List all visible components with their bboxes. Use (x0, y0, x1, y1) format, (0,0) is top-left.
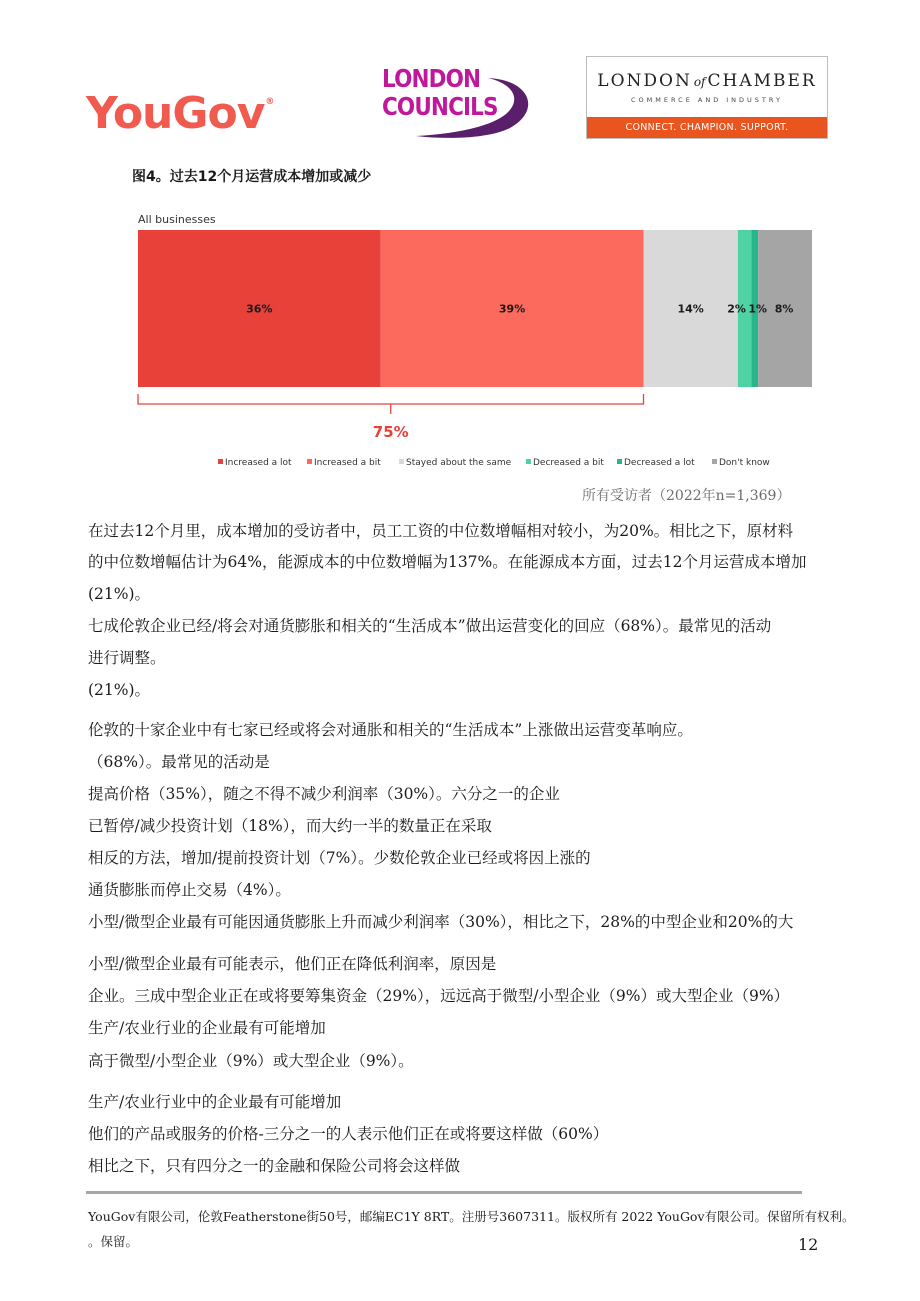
figure-title: 图4。过去12个月运营成本增加或减少 (132, 169, 372, 185)
body-line: 小型/微型企业最有可能因通货膨胀上升而减少利润率（30%），相比之下，28%的中型企业和20%的大 (88, 913, 794, 931)
body-line: 生产/农业行业中的企业最有可能增加 (88, 1093, 342, 1111)
body-line: 伦敦的十家企业中有七家已经或将会对通胀和相关的“生活成本”上涨做出运营变革响应。 (88, 721, 693, 739)
lcci-name: LONDON of CHAMBER (597, 71, 817, 91)
body-line: 企业。三成中型企业正在或将要筹集资金（29%），远远高于微型/小型企业（9%）或大型企业（9%） (88, 987, 790, 1005)
data-label-3: 2% (727, 302, 746, 316)
body-line: 提高价格（35%），随之不得不减少利润率（30%）。六分之一的企业 (88, 785, 560, 803)
category-label: All businesses (138, 213, 216, 226)
annotation-label: 75% (372, 423, 409, 441)
london-councils-line2: COUNCILS (382, 92, 498, 121)
data-label-5: 8% (774, 302, 794, 316)
legend-swatch-0 (218, 459, 223, 464)
body-line: (21%)。 (88, 585, 151, 603)
body-line: 通货膨胀而停止交易（4%）。 (88, 881, 291, 899)
yougov-logo (86, 88, 274, 139)
body-line: 在过去12个月里，成本增加的受访者中，员工工资的中位数增幅相对较小，为20%。相比之下，原材料 (88, 522, 794, 540)
legend-swatch-3 (526, 459, 531, 464)
london-councils-line1: LONDON (382, 64, 481, 93)
legend-label-3: Decreased a bit (533, 458, 604, 468)
london-councils-swoosh-icon (380, 62, 540, 142)
body-line: （68%）。最常见的活动是 (88, 753, 270, 771)
registered-mark: ® (265, 97, 274, 107)
legend-label-4: Decreased a lot (624, 458, 695, 468)
page-number: 12 (798, 1235, 819, 1254)
data-label-2: 14% (677, 302, 704, 316)
legend-swatch-1 (307, 459, 312, 464)
body-line: 已暂停/减少投资计划（18%），而大约一半的数量正在采取 (88, 817, 492, 835)
lcci-subtitle: COMMERCE AND INDUSTRY (631, 96, 783, 104)
legend-label-0: Increased a lot (225, 458, 292, 468)
legend-swatch-4 (617, 459, 622, 464)
body-line: 小型/微型企业最有可能表示，他们正在降低利润率，原因是 (88, 955, 497, 973)
annotation-bracket (138, 394, 644, 404)
yougov-logo-text: YouGov (86, 88, 265, 139)
lcci-logo (586, 56, 828, 139)
legend-label-1: Increased a bit (314, 458, 381, 468)
london-councils-logo (380, 62, 540, 142)
body-line: 相比之下，只有四分之一的金融和保险公司将会这样做 (88, 1157, 461, 1175)
figure-source: 所有受访者（2022年n=1,369） (582, 488, 791, 504)
data-label-1: 39% (498, 302, 526, 316)
body-line: 的中位数增幅估计为64%，能源成本的中位数增幅为137%。在能源成本方面，过去12个月运营成本增加 (88, 553, 807, 571)
footer-line-1: YouGov有限公司，伦敦Featherstone街50号，邮编EC1Y 8RT。注册号3607311。版权所有 2022 YouGov有限公司。保留所有权利。 (88, 1209, 855, 1224)
data-label-4: 1% (748, 302, 768, 316)
body-line: 七成伦敦企业已经/将会对通货膨胀和相关的“生活成本”做出运营变化的回应（68%）。最常见的活动 (88, 617, 772, 635)
footer-divider (86, 1191, 802, 1194)
legend-label-5: Don't know (719, 458, 770, 468)
body-line: 他们的产品或服务的价格-三分之一的人表示他们正在或将要这样做（60%） (88, 1125, 609, 1143)
legend-label-2: Stayed about the same (406, 458, 512, 468)
body-line: 进行调整。 (88, 649, 166, 667)
body-line: 高于微型/小型企业（9%）或大型企业（9%）。 (88, 1052, 414, 1070)
body-line: 相反的方法，增加/提前投资计划（7%）。少数伦敦企业已经或将因上涨的 (88, 849, 591, 867)
data-label-0: 36% (246, 302, 273, 316)
legend-swatch-5 (712, 459, 717, 464)
body-line: (21%)。 (88, 681, 151, 699)
legend-swatch-2 (399, 459, 404, 464)
lcci-tagline: CONNECT. CHAMPION. SUPPORT. (587, 117, 827, 138)
footer-line-2: 。保留。 (88, 1234, 139, 1249)
body-line: 生产/农业行业的企业最有可能增加 (88, 1019, 326, 1037)
stacked-bar-chart (120, 206, 820, 478)
